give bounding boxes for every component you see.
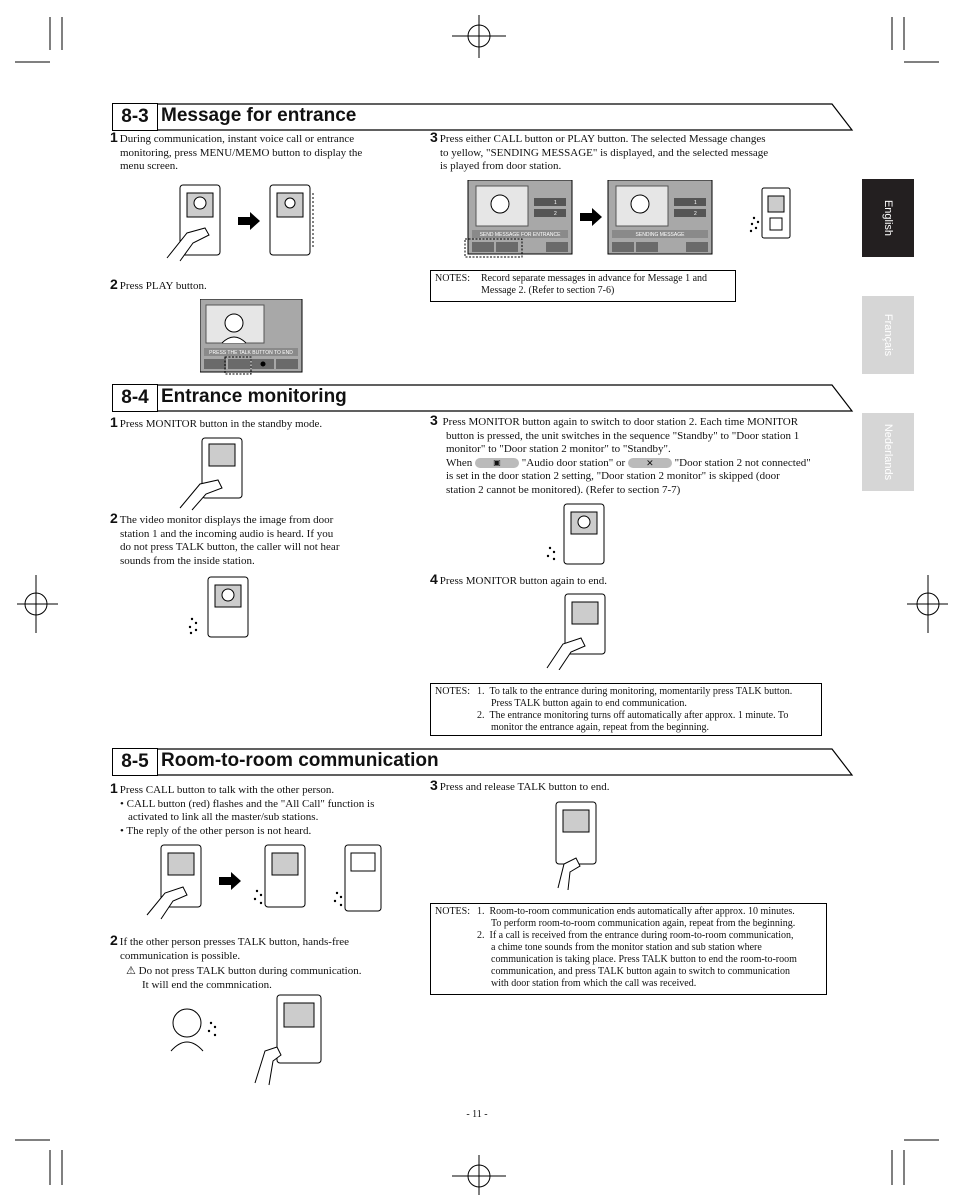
section-8-4-heading xyxy=(112,384,852,412)
note-text: communication is taking place. Press TALK button to end the room-to-room xyxy=(491,954,797,965)
step-number: 2 xyxy=(110,932,118,948)
note-text: Message 2. (Refer to section 7-6) xyxy=(481,285,615,296)
notes-8-5 xyxy=(430,903,827,995)
notes-label: NOTES: xyxy=(435,273,470,284)
step-8-3-1 xyxy=(110,131,420,174)
step-text: monitoring, press MENU/MEMO button to display the xyxy=(120,146,363,159)
step-number: 3 xyxy=(430,777,438,793)
step-text: The video monitor displays the image from door xyxy=(119,514,334,526)
illustration-monitor-end xyxy=(545,592,615,670)
tab-francais[interactable] xyxy=(862,296,914,374)
arrow-right-icon xyxy=(219,872,241,890)
page-number: - 11 - xyxy=(466,1109,488,1120)
step-8-4-1 xyxy=(110,416,322,432)
section-8-3-heading xyxy=(112,103,852,131)
step-number: 2 xyxy=(110,510,118,526)
screen-caption: SENDING MESSAGE xyxy=(635,232,685,238)
step-text: Press PLAY button. xyxy=(119,280,207,292)
step-text: do not press TALK button, the caller will not hear xyxy=(120,541,340,553)
section-title: Message for entrance xyxy=(161,105,357,126)
step-8-4-4 xyxy=(430,573,607,589)
notes-label: NOTES: xyxy=(435,686,470,697)
section-number: 8-3 xyxy=(112,103,158,131)
step-number: 2 xyxy=(110,276,118,292)
step-number: 1 xyxy=(110,414,118,430)
illustration-monitor-door1 xyxy=(186,575,256,645)
step-number: 1 xyxy=(110,129,118,145)
note-text: The entrance monitoring turns off automatically after approx. 1 minute. To xyxy=(489,710,789,721)
message-2-slot: 2 xyxy=(554,211,557,217)
note-text: with door station from which the call was received. xyxy=(491,978,697,989)
step-8-3-2 xyxy=(110,278,207,294)
message-1-slot: 1 xyxy=(554,200,557,206)
illustration-handsfree xyxy=(165,993,335,1088)
step-text: Press MONITOR button in the standby mode. xyxy=(119,418,323,430)
step-8-5-2 xyxy=(110,934,410,963)
audio-door-station-icon: ▣ xyxy=(475,458,519,468)
arrow-right-icon xyxy=(238,212,260,230)
note-text: Press TALK button again to end communication. xyxy=(491,698,687,709)
step-text: is played from door station. xyxy=(440,160,562,172)
section-number: 8-5 xyxy=(112,748,158,776)
warning-8-5 xyxy=(126,965,426,992)
arrow-right-icon xyxy=(578,206,604,228)
illustration-door-station xyxy=(748,186,798,246)
step-text: to yellow, "SENDING MESSAGE" is displayed, and the selected message xyxy=(440,146,769,159)
note-text: To talk to the entrance during monitoring, momentarily press TALK button. xyxy=(489,686,793,697)
screen-caption: SEND MESSAGE FOR ENTRANCE xyxy=(479,232,561,238)
step-8-5-1 xyxy=(110,782,420,838)
message-2-slot: 2 xyxy=(694,211,697,217)
step-number: 1 xyxy=(110,780,118,796)
step-text: is set in the door station 2 setting, "Door station 2 monitor" is skipped (door xyxy=(446,470,780,482)
message-1-slot: 1 xyxy=(694,200,697,206)
not-connected-icon: ✕ xyxy=(628,458,672,468)
note-number: 2. xyxy=(477,930,485,941)
step-text: communication is possible. xyxy=(120,949,241,962)
note-text: Room-to-room communication ends automatically after approx. 10 minutes. xyxy=(489,906,795,917)
note-text: communication, and press TALK button again to switch to communication xyxy=(491,966,790,977)
bullet-text: • CALL button (red) flashes and the "All Call" function is xyxy=(120,797,375,810)
note-text: To perform room-to-room communication again, repeat from the beginning. xyxy=(491,918,796,929)
step-text: Press and release TALK button to end. xyxy=(439,781,610,793)
step-text: If the other person presses TALK button, hands-free xyxy=(119,936,350,948)
step-number: 3 xyxy=(430,129,438,145)
note-text: Record separate messages in advance for Message 1 and xyxy=(481,273,708,284)
section-title: Room-to-room communication xyxy=(161,750,439,771)
tab-english[interactable] xyxy=(862,179,914,257)
screen-play-message xyxy=(200,299,304,379)
step-8-4-2 xyxy=(110,512,390,568)
note-number: 1. xyxy=(477,686,485,697)
step-8-3-3 xyxy=(430,131,830,174)
step-text: Press either CALL button or PLAY button. The selected Message changes xyxy=(439,133,766,145)
note-text: a chime tone sounds from the monitor station and sub station where xyxy=(491,942,762,953)
step-text: When xyxy=(446,456,473,469)
note-number: 1. xyxy=(477,906,485,917)
note-text: If a call is received from the entrance during room-to-room communication, xyxy=(489,930,794,941)
illustration-call-all xyxy=(145,843,415,923)
illustration-monitor-press xyxy=(178,436,248,511)
notes-label: NOTES: xyxy=(435,906,470,917)
tab-english-label: English xyxy=(882,199,894,237)
warning-icon: ⚠ xyxy=(126,965,136,977)
section-title: Entrance monitoring xyxy=(161,386,347,407)
screen-send-message xyxy=(464,180,574,260)
note-number: 2. xyxy=(477,710,485,721)
notes-8-4 xyxy=(430,683,822,736)
step-text: monitor" to "Door station 2 monitor" to "Standby". xyxy=(446,443,671,455)
step-text: "Audio door station" or xyxy=(521,456,626,469)
section-number: 8-4 xyxy=(112,384,158,412)
step-text: sounds from the inside station. xyxy=(120,554,255,567)
illustration-menu-press xyxy=(165,183,335,263)
step-text: station 2 cannot be monitored). (Refer to section 7-7) xyxy=(446,483,681,496)
step-8-4-3 xyxy=(430,414,850,497)
warning-text: Do not press TALK button during communication. xyxy=(138,965,362,977)
bullet-text: • The reply of the other person is not heard. xyxy=(120,824,312,837)
step-text: station 1 and the incoming audio is heard. If you xyxy=(120,527,334,540)
illustration-talk-end xyxy=(540,800,610,890)
step-text: Press CALL button to talk with the other person. xyxy=(119,784,335,796)
section-8-5-heading xyxy=(112,748,852,776)
step-text: Press MONITOR button again to switch to door station 2. Each time MONITOR xyxy=(442,416,799,428)
warning-text: It will end the commnication. xyxy=(142,978,272,991)
step-text: Press MONITOR button again to end. xyxy=(439,575,608,587)
bullet-text: activated to link all the master/sub stations. xyxy=(128,811,319,823)
step-text: menu screen. xyxy=(120,160,179,172)
screen-sending-message xyxy=(606,180,716,260)
step-number: 4 xyxy=(430,571,438,587)
notes-8-3 xyxy=(430,270,736,302)
step-text: "Door station 2 not connected" xyxy=(674,456,811,469)
tab-nederlands-label: Nederlands xyxy=(882,423,894,481)
screen-caption: PRESS THE TALK BUTTON TO END xyxy=(209,350,293,356)
note-text: monitor the entrance again, repeat from the beginning. xyxy=(491,722,709,733)
step-number: 3 xyxy=(430,412,438,428)
step-text: button is pressed, the unit switches in the sequence "Standby" to "Door station 1 xyxy=(446,429,800,442)
tab-nederlands[interactable] xyxy=(862,413,914,491)
illustration-monitor-door2 xyxy=(544,502,614,572)
step-text: During communication, instant voice call or entrance xyxy=(119,133,355,145)
step-8-5-3 xyxy=(430,779,609,795)
tab-francais-label: Français xyxy=(882,313,894,357)
